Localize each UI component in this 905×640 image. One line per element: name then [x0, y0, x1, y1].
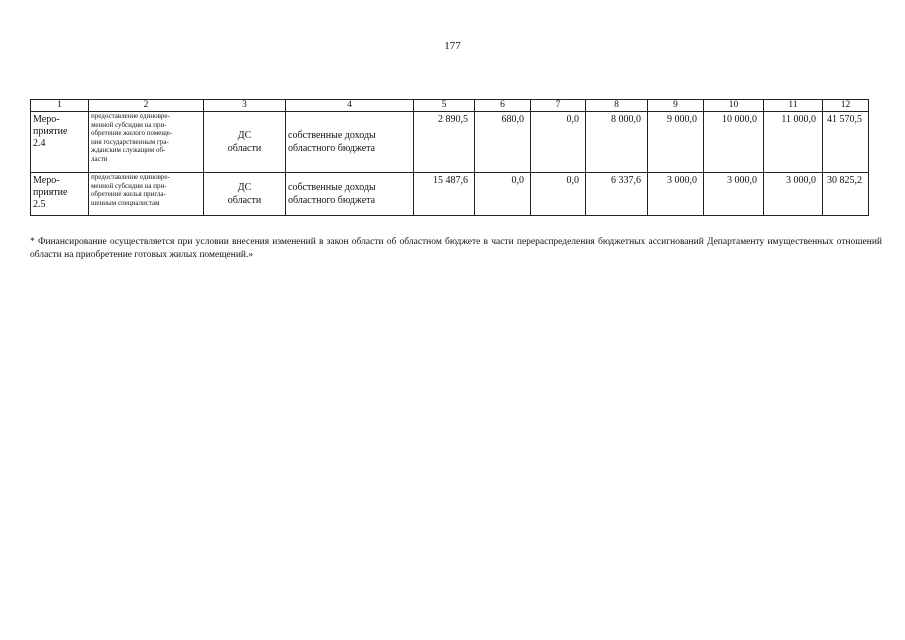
value-cell: 0,0 — [531, 173, 586, 216]
column-header: 5 — [414, 100, 475, 112]
value-cell: 0,0 — [531, 112, 586, 173]
description-cell: предоставление единовре- менной субсидии на при- обретение жилого помеще- ния государственным гра- жданским служащим об- ласти — [89, 112, 204, 173]
column-header: 11 — [764, 100, 823, 112]
value-cell: 9 000,0 — [648, 112, 704, 173]
budget-table — [30, 99, 869, 216]
column-header: 10 — [704, 100, 764, 112]
table-row — [31, 112, 869, 173]
description-cell: предоставление единовре- менной субсидии на при- обретение жилья пригла- шенным специалистам — [89, 173, 204, 216]
column-header: 7 — [531, 100, 586, 112]
page-number: 177 — [444, 40, 461, 52]
value-cell: 8 000,0 — [586, 112, 648, 173]
column-header: 3 — [204, 100, 286, 112]
executor-cell: ДС области — [204, 173, 286, 216]
column-header: 1 — [31, 100, 89, 112]
measure-cell: Меро- приятие 2.5 — [31, 173, 89, 216]
value-cell: 0,0 — [475, 173, 531, 216]
value-cell: 15 487,6 — [414, 173, 475, 216]
column-header: 2 — [89, 100, 204, 112]
value-cell: 2 890,5 — [414, 112, 475, 173]
measure-cell: Меро- приятие 2.4 — [31, 112, 89, 173]
value-cell: 3 000,0 — [648, 173, 704, 216]
value-cell: 680,0 — [475, 112, 531, 173]
value-cell: 6 337,6 — [586, 173, 648, 216]
value-cell: 11 000,0 — [764, 112, 823, 173]
funding-source-cell: собственные доходы областного бюджета — [286, 112, 414, 173]
executor-cell: ДС области — [204, 112, 286, 173]
column-header: 12 — [823, 100, 869, 112]
footnote: * Финансирование осуществляется при условии внесения изменений в закон области об областном бюджете в части перераспределения бюджетных ассигнований Департаменту имущественных отношений области на приобретение готовых жилых помещений.» — [30, 237, 882, 260]
table-row — [31, 173, 869, 216]
value-cell: 10 000,0 — [704, 112, 764, 173]
column-header: 6 — [475, 100, 531, 112]
total-cell: 41 570,5 — [823, 112, 869, 173]
column-header: 8 — [586, 100, 648, 112]
value-cell: 3 000,0 — [764, 173, 823, 216]
column-header: 9 — [648, 100, 704, 112]
total-cell: 30 825,2 — [823, 173, 869, 216]
value-cell: 3 000,0 — [704, 173, 764, 216]
table-header-row — [31, 100, 869, 112]
column-header: 4 — [286, 100, 414, 112]
funding-source-cell: собственные доходы областного бюджета — [286, 173, 414, 216]
